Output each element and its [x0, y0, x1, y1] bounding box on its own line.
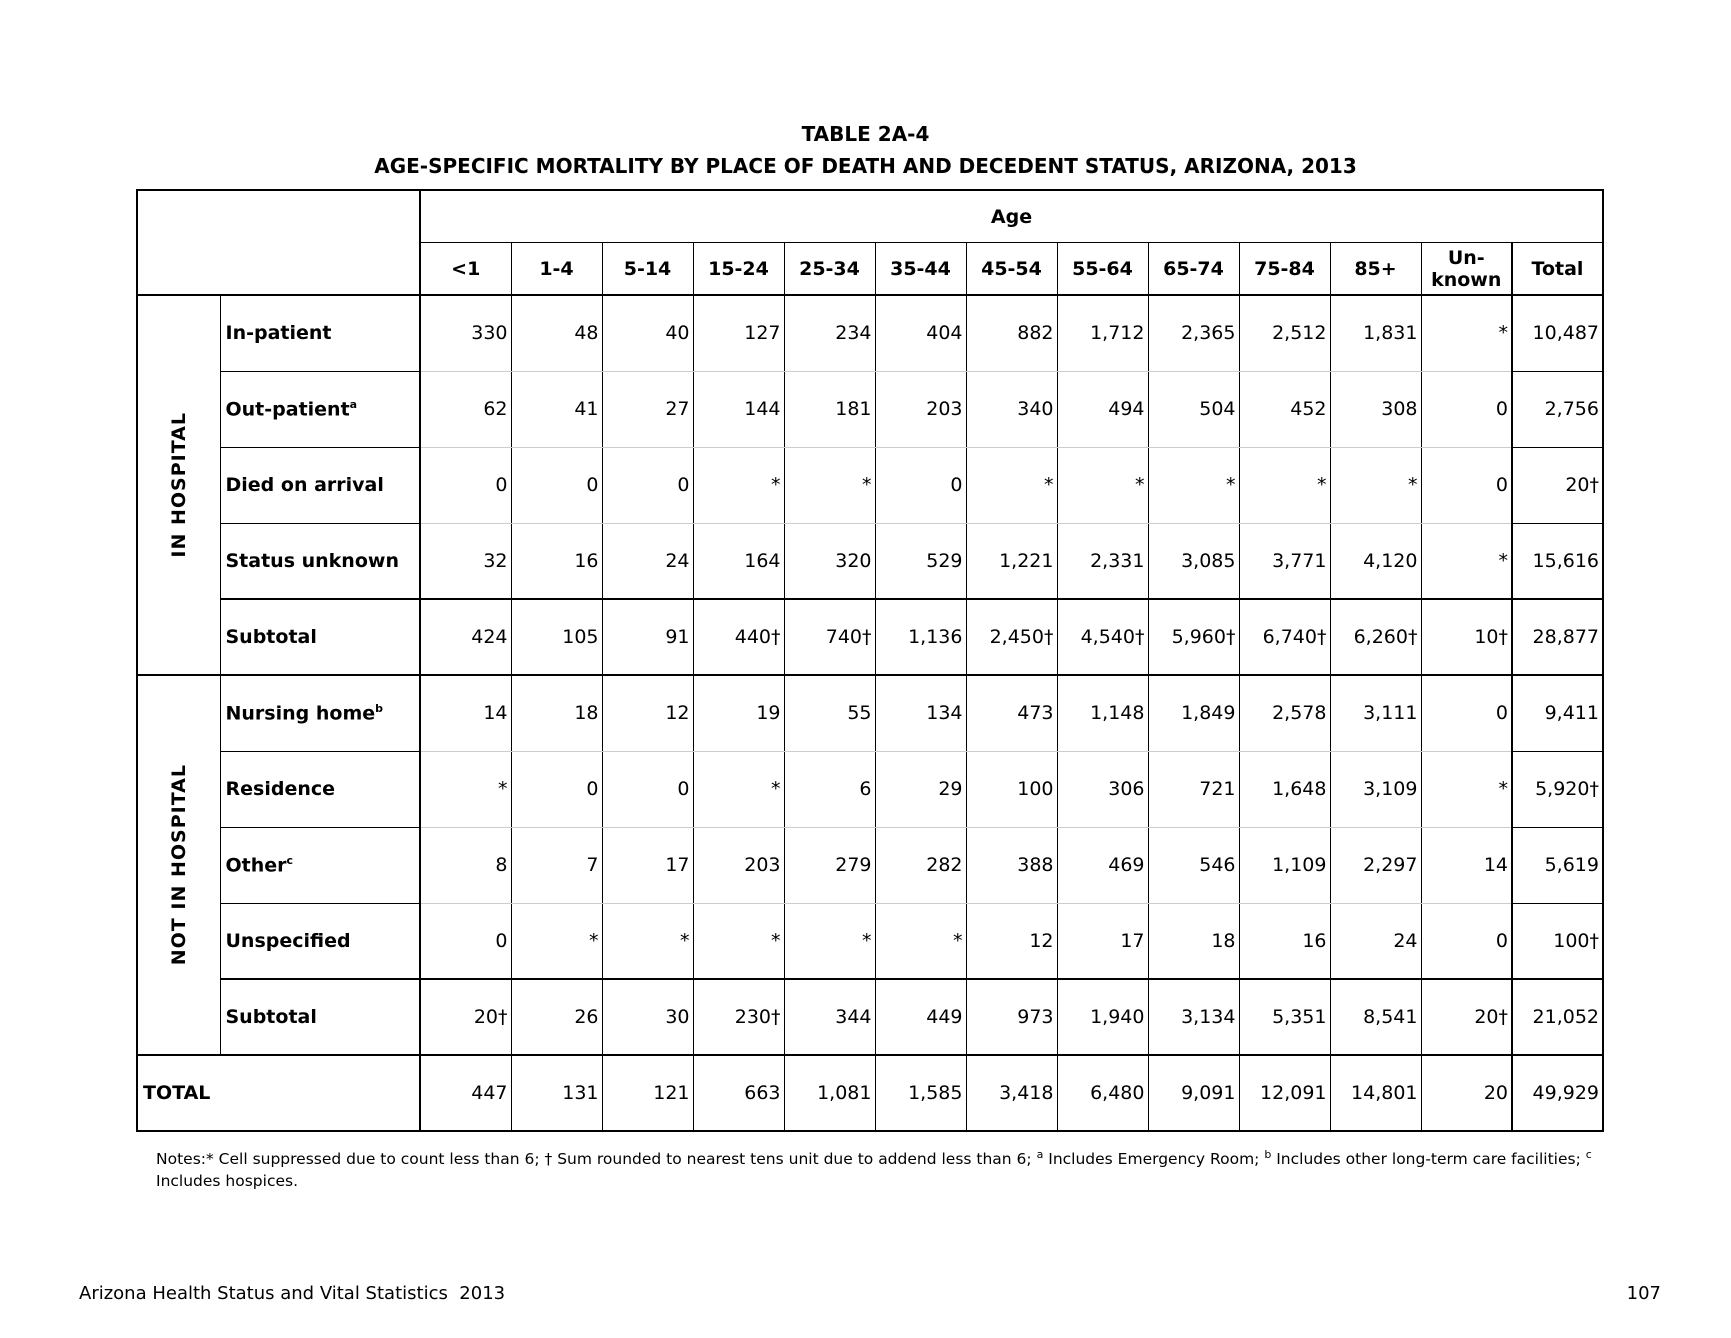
- table-cell: 134: [875, 675, 966, 751]
- table-cell: 100: [966, 751, 1057, 827]
- table-cell: 1,940: [1057, 979, 1148, 1055]
- table-cell: 663: [693, 1055, 784, 1131]
- row-label: [220, 447, 420, 523]
- table-cell: 21,052: [1512, 979, 1603, 1055]
- table-row: [137, 751, 1603, 827]
- table-cell: 344: [784, 979, 875, 1055]
- table-cell: 62: [420, 371, 511, 447]
- row-label: [220, 675, 420, 751]
- table-cell: 4,540†: [1057, 599, 1148, 675]
- table-cell: 26: [511, 979, 602, 1055]
- table-cell: 24: [602, 523, 693, 599]
- table-cell: 440†: [693, 599, 784, 675]
- column-header: 25-34: [784, 243, 875, 296]
- table-cell: 882: [966, 295, 1057, 371]
- table-cell: 20†: [1421, 979, 1512, 1055]
- table-cell: 91: [602, 599, 693, 675]
- table-cell: 473: [966, 675, 1057, 751]
- column-header: 15-24: [693, 243, 784, 296]
- table-cell: 10†: [1421, 599, 1512, 675]
- table-cell: 0: [602, 447, 693, 523]
- mortality-table: [136, 189, 1604, 1132]
- table-cell: 9,091: [1148, 1055, 1239, 1131]
- table-cell: 0: [1421, 903, 1512, 979]
- table-cell: 203: [875, 371, 966, 447]
- table-row: [137, 1055, 1603, 1131]
- table-cell: 8: [420, 827, 511, 903]
- column-header: 1-4: [511, 243, 602, 296]
- table-cell: 3,418: [966, 1055, 1057, 1131]
- group-label: IN HOSPITAL: [167, 412, 190, 558]
- group-label-cell: [137, 675, 220, 1055]
- table-row: [137, 295, 1603, 371]
- row-label-text: Out-patient: [225, 398, 350, 421]
- row-label: [220, 827, 420, 903]
- table-cell: 16: [1239, 903, 1330, 979]
- table-cell: 279: [784, 827, 875, 903]
- note-sup-c: c: [1585, 1148, 1592, 1161]
- table-cell: 16: [511, 523, 602, 599]
- table-cell: 504: [1148, 371, 1239, 447]
- row-label-text: Nursing home: [225, 702, 376, 725]
- notes-text-3: Includes other long-term care facilities;: [1271, 1150, 1586, 1169]
- table-cell: 6: [784, 751, 875, 827]
- table-cell: *: [602, 903, 693, 979]
- table-cell: 2,297: [1330, 827, 1421, 903]
- table-cell: 0: [511, 447, 602, 523]
- table-cell: 32: [420, 523, 511, 599]
- column-header: 75-84: [1239, 243, 1330, 296]
- table-cell: 15,616: [1512, 523, 1603, 599]
- table-cell: 0: [1421, 371, 1512, 447]
- table-cell: 5,619: [1512, 827, 1603, 903]
- table-cell: 30: [602, 979, 693, 1055]
- table-row: [137, 827, 1603, 903]
- table-cell: 404: [875, 295, 966, 371]
- table-cell: 2,756: [1512, 371, 1603, 447]
- table-cell: 340: [966, 371, 1057, 447]
- table-cell: 29: [875, 751, 966, 827]
- table-cell: 181: [784, 371, 875, 447]
- table-cell: 144: [693, 371, 784, 447]
- table-cell: 320: [784, 523, 875, 599]
- footer-publication: Arizona Health Status and Vital Statistics 2013: [79, 1283, 506, 1304]
- table-cell: 308: [1330, 371, 1421, 447]
- table-cell: 14: [420, 675, 511, 751]
- row-label-superscript: b: [375, 702, 383, 716]
- table-row: [137, 523, 1603, 599]
- group-label-cell: [137, 295, 220, 675]
- table-cell: 17: [1057, 903, 1148, 979]
- table-cell: 6,260†: [1330, 599, 1421, 675]
- table-cell: *: [1057, 447, 1148, 523]
- table-cell: 234: [784, 295, 875, 371]
- row-label: [220, 903, 420, 979]
- table-cell: 740†: [784, 599, 875, 675]
- table-cell: 973: [966, 979, 1057, 1055]
- table-row: [137, 675, 1603, 751]
- table-cell: *: [1421, 295, 1512, 371]
- table-cell: *: [784, 903, 875, 979]
- table-cell: 449: [875, 979, 966, 1055]
- column-header: 35-44: [875, 243, 966, 296]
- table-cell: 40: [602, 295, 693, 371]
- table-notes: [156, 1144, 1596, 1192]
- table-cell: 14,801: [1330, 1055, 1421, 1131]
- table-cell: 5,920†: [1512, 751, 1603, 827]
- table-cell: 6,740†: [1239, 599, 1330, 675]
- table-cell: 424: [420, 599, 511, 675]
- row-label: [220, 295, 420, 371]
- table-cell: 0: [420, 447, 511, 523]
- corner-cell: [137, 190, 420, 295]
- table-row: [137, 903, 1603, 979]
- table-number: TABLE 2A-4: [801, 122, 930, 146]
- table-cell: 55: [784, 675, 875, 751]
- table-cell: 3,111: [1330, 675, 1421, 751]
- table-cell: 388: [966, 827, 1057, 903]
- table-cell: 6,480: [1057, 1055, 1148, 1131]
- table-cell: 10,487: [1512, 295, 1603, 371]
- column-header: Un- known: [1421, 243, 1512, 296]
- table-cell: 121: [602, 1055, 693, 1131]
- table-cell: 105: [511, 599, 602, 675]
- column-header: Total: [1512, 243, 1603, 296]
- table-cell: *: [875, 903, 966, 979]
- notes-text-1: Notes:* Cell suppressed due to count less than 6; † Sum rounded to nearest tens unit due to addend less than 6;: [156, 1150, 1037, 1169]
- table-cell: 1,648: [1239, 751, 1330, 827]
- table-cell: 12: [966, 903, 1057, 979]
- column-header: <1: [420, 243, 511, 296]
- column-header: 85+: [1330, 243, 1421, 296]
- table-cell: 12,091: [1239, 1055, 1330, 1131]
- table-row: [137, 599, 1603, 675]
- table-cell: 1,849: [1148, 675, 1239, 751]
- table-cell: 5,960†: [1148, 599, 1239, 675]
- table-cell: 100†: [1512, 903, 1603, 979]
- row-label-text: Residence: [225, 778, 336, 800]
- table-cell: 19: [693, 675, 784, 751]
- table-cell: 330: [420, 295, 511, 371]
- table-cell: *: [1239, 447, 1330, 523]
- table-cell: *: [1421, 523, 1512, 599]
- table-row: [137, 979, 1603, 1055]
- table-cell: *: [693, 447, 784, 523]
- note-sup-b: b: [1264, 1148, 1272, 1161]
- column-header: 45-54: [966, 243, 1057, 296]
- table-cell: 24: [1330, 903, 1421, 979]
- row-label-superscript: a: [349, 397, 358, 411]
- table-cell: 469: [1057, 827, 1148, 903]
- table-cell: 282: [875, 827, 966, 903]
- table-cell: 5,351: [1239, 979, 1330, 1055]
- table-cell: 0: [1421, 447, 1512, 523]
- table-cell: 306: [1057, 751, 1148, 827]
- table-cell: 1,585: [875, 1055, 966, 1131]
- row-label-text: Unspecified: [225, 929, 351, 952]
- table-cell: 2,331: [1057, 523, 1148, 599]
- table-cell: 1,109: [1239, 827, 1330, 903]
- table-cell: 18: [1148, 903, 1239, 979]
- table-cell: 131: [511, 1055, 602, 1131]
- table-cell: 0: [602, 751, 693, 827]
- table-cell: 1,148: [1057, 675, 1148, 751]
- table-cell: 452: [1239, 371, 1330, 447]
- table-cell: 20: [1421, 1055, 1512, 1131]
- table-cell: 3,085: [1148, 523, 1239, 599]
- column-header: 65-74: [1148, 243, 1239, 296]
- row-label-text: In-patient: [225, 322, 332, 345]
- table-cell: 4,120: [1330, 523, 1421, 599]
- table-cell: 3,109: [1330, 751, 1421, 827]
- table-cell: 0: [875, 447, 966, 523]
- table-cell: 447: [420, 1055, 511, 1131]
- column-header: 5-14: [602, 243, 693, 296]
- table-cell: 14: [1421, 827, 1512, 903]
- note-sup-a: a: [1036, 1148, 1044, 1161]
- age-header: Age: [420, 190, 1603, 243]
- table-cell: 41: [511, 371, 602, 447]
- row-label-text: Died on arrival: [225, 474, 384, 496]
- table-cell: *: [1148, 447, 1239, 523]
- table-cell: 2,512: [1239, 295, 1330, 371]
- table-cell: 48: [511, 295, 602, 371]
- table-cell: 49,929: [1512, 1055, 1603, 1131]
- table-cell: 1,221: [966, 523, 1057, 599]
- table-title-block: [0, 118, 1731, 182]
- row-label-text: Status unknown: [225, 549, 399, 572]
- table-cell: 20†: [1512, 447, 1603, 523]
- row-label: [220, 979, 420, 1055]
- page-number: 107: [1626, 1283, 1661, 1304]
- table-cell: 8,541: [1330, 979, 1421, 1055]
- table-cell: 3,134: [1148, 979, 1239, 1055]
- table-cell: 164: [693, 523, 784, 599]
- table-cell: 1,136: [875, 599, 966, 675]
- table-cell: *: [693, 903, 784, 979]
- table-cell: 3,771: [1239, 523, 1330, 599]
- table-row: [137, 371, 1603, 447]
- table-cell: 7: [511, 827, 602, 903]
- row-label-text: Subtotal: [225, 1006, 317, 1028]
- table-cell: *: [784, 447, 875, 523]
- table-cell: 1,712: [1057, 295, 1148, 371]
- table-cell: 2,450†: [966, 599, 1057, 675]
- column-header: 55-64: [1057, 243, 1148, 296]
- table-cell: 18: [511, 675, 602, 751]
- row-label-text: Subtotal: [225, 626, 317, 648]
- table-cell: 230†: [693, 979, 784, 1055]
- table-cell: 9,411: [1512, 675, 1603, 751]
- table-cell: 28,877: [1512, 599, 1603, 675]
- table-cell: 203: [693, 827, 784, 903]
- table-cell: *: [966, 447, 1057, 523]
- table-cell: 20†: [420, 979, 511, 1055]
- table-cell: 1,081: [784, 1055, 875, 1131]
- row-label: [220, 599, 420, 675]
- table-cell: *: [693, 751, 784, 827]
- table-cell: 546: [1148, 827, 1239, 903]
- table-cell: 529: [875, 523, 966, 599]
- table-cell: 0: [511, 751, 602, 827]
- table-cell: *: [1421, 751, 1512, 827]
- notes-text-4: Includes hospices.: [156, 1172, 299, 1191]
- table-cell: 27: [602, 371, 693, 447]
- table-cell: 2,578: [1239, 675, 1330, 751]
- row-label: [137, 1055, 420, 1131]
- table-cell: 494: [1057, 371, 1148, 447]
- table-cell: 12: [602, 675, 693, 751]
- table-cell: 1,831: [1330, 295, 1421, 371]
- row-label-superscript: c: [286, 853, 294, 867]
- table-cell: *: [1330, 447, 1421, 523]
- table-cell: 127: [693, 295, 784, 371]
- table-cell: *: [420, 751, 511, 827]
- table-cell: 2,365: [1148, 295, 1239, 371]
- row-label: [220, 523, 420, 599]
- row-label-text: Other: [225, 854, 287, 877]
- notes-text-2: Includes Emergency Room;: [1043, 1150, 1265, 1169]
- table-cell: 0: [420, 903, 511, 979]
- table-cell: 0: [1421, 675, 1512, 751]
- table-cell: 17: [602, 827, 693, 903]
- table-cell: 721: [1148, 751, 1239, 827]
- row-label: [220, 751, 420, 827]
- table-row: [137, 447, 1603, 523]
- row-label-text: TOTAL: [143, 1082, 211, 1104]
- group-label: NOT IN HOSPITAL: [167, 764, 190, 966]
- row-label: [220, 371, 420, 447]
- table-title: AGE-SPECIFIC MORTALITY BY PLACE OF DEATH AND DECEDENT STATUS, ARIZONA, 2013: [374, 154, 1357, 178]
- table-cell: *: [511, 903, 602, 979]
